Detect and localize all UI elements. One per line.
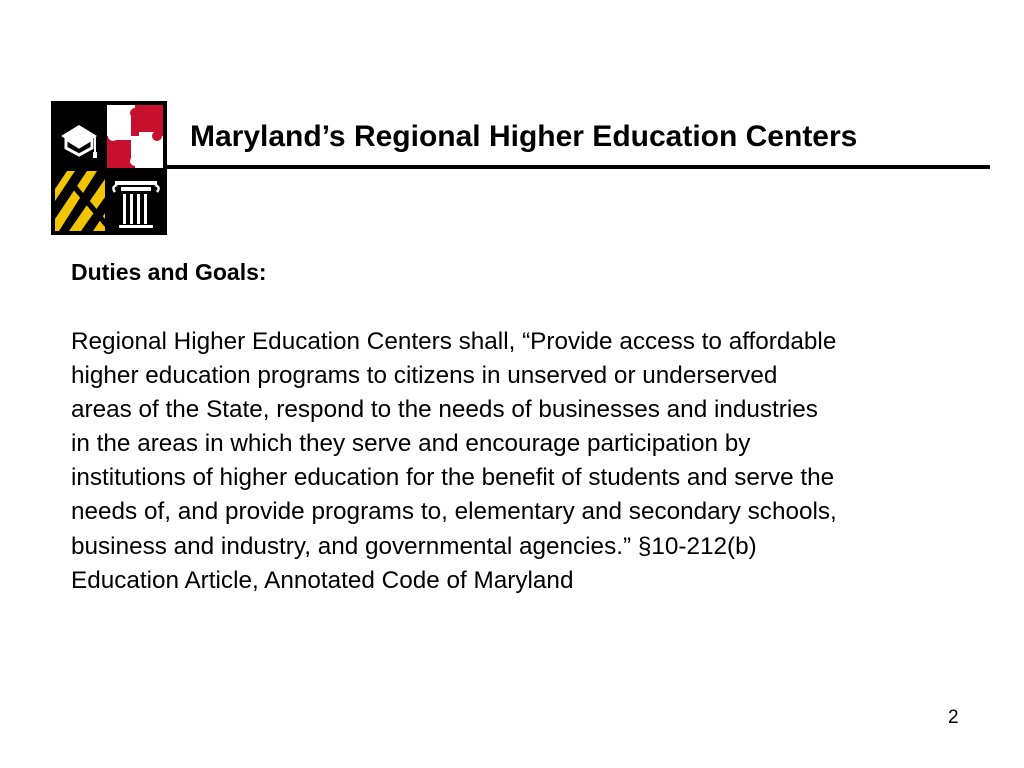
slide-title: Maryland’s Regional Higher Education Centers bbox=[190, 120, 858, 153]
body-line: business and industry, and governmental agencies.” §10-212(b) bbox=[71, 532, 757, 560]
page-number: 2 bbox=[948, 707, 959, 728]
maryland-calvert-flag-icon bbox=[55, 171, 105, 231]
section-heading: Duties and Goals: bbox=[71, 259, 267, 285]
maryland-education-logo bbox=[51, 101, 167, 235]
maryland-crossed-flag-icon bbox=[107, 105, 163, 168]
body-line: institutions of higher education for the benefit of students and serve the bbox=[71, 464, 835, 492]
body-line: areas of the State, respond to the needs of businesses and industries bbox=[71, 396, 818, 424]
body-line: needs of, and provide programs to, elementary and secondary schools, bbox=[71, 498, 837, 526]
body-paragraph bbox=[71, 325, 1011, 598]
body-line: Regional Higher Education Centers shall, “Provide access to affordable bbox=[71, 328, 837, 355]
title-divider bbox=[166, 165, 990, 169]
body-line: Education Article, Annotated Code of Maryland bbox=[71, 566, 574, 594]
body-line: higher education programs to citizens in unserved or underserved bbox=[71, 362, 778, 390]
body-line: in the areas in which they serve and encourage participation by bbox=[71, 430, 751, 458]
